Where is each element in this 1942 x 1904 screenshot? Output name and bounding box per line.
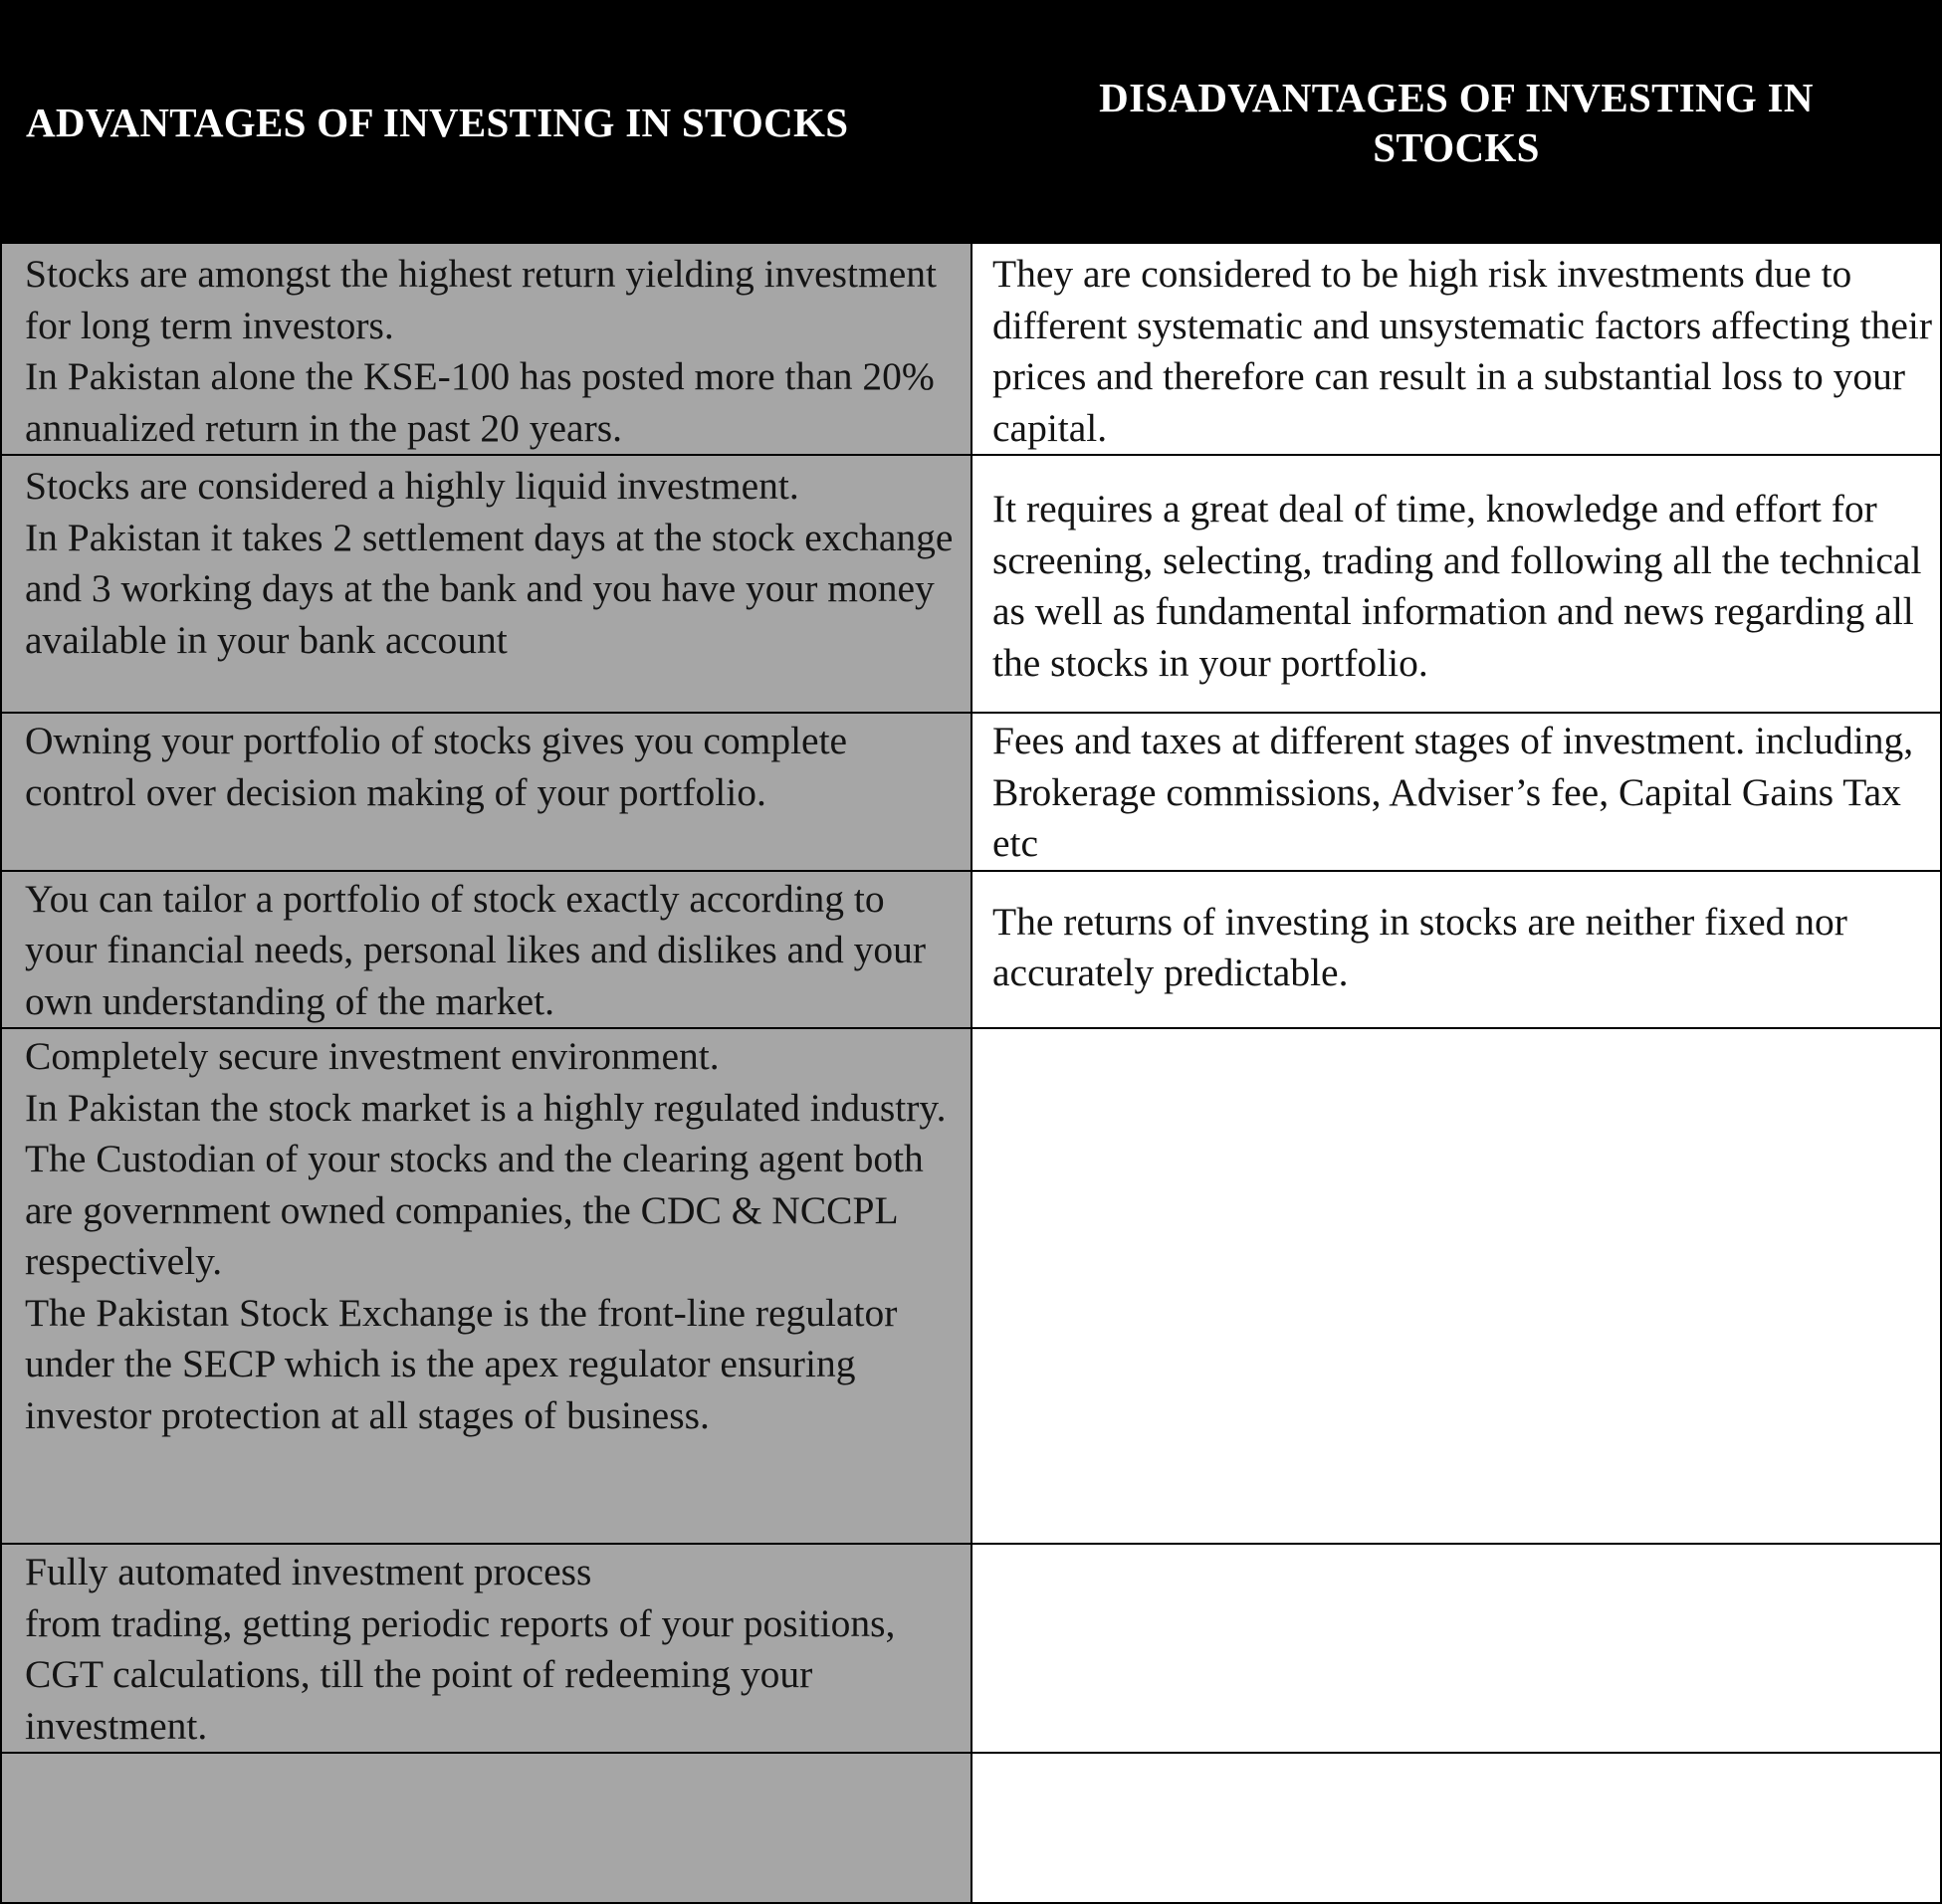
disadvantage-text: Fees and taxes at different stages of investment. including, Brokerage commissions, Adviser’s fee, Capital Gains Tax etc [992, 719, 1914, 865]
disadvantage-text: They are considered to be high risk investments due to different systematic and unsystematic factors affecting their prices and therefore can result in a substantial loss to your capital. [992, 252, 1933, 450]
table-row [1, 243, 1941, 455]
advantage-text: In Pakistan alone the KSE-100 has posted more than 20% annualized return in the past 20 years. [25, 354, 935, 450]
disadvantage-cell [971, 455, 1941, 713]
disadvantage-cell-empty [971, 1753, 1941, 1903]
advantage-cell [1, 243, 971, 455]
advantage-cell [1, 713, 971, 871]
disadvantage-cell-empty [971, 1028, 1941, 1544]
disadvantage-cell [971, 713, 1941, 871]
advantage-cell [1, 1544, 971, 1753]
advantage-cell [1, 1028, 971, 1544]
disadvantage-text: It requires a great deal of time, knowledge and effort for screening, selecting, trading and following all the technical as well as fundamental information and news regarding all the stocks in your portfolio. [992, 487, 1922, 685]
advantage-cell [1, 871, 971, 1029]
advantage-text: Owning your portfolio of stocks gives you complete control over decision making of your portfolio. [25, 719, 848, 814]
table-row [1, 455, 1941, 713]
advantage-text: In Pakistan it takes 2 settlement days at the stock exchange and 3 working days at the bank and you have your money available in your bank account [25, 515, 954, 662]
table-row [1, 1753, 1941, 1903]
advantage-text: Stocks are considered a highly liquid investment. [25, 464, 799, 508]
advantage-text: Stocks are amongst the highest return yielding investment for long term investors. [25, 252, 938, 347]
disadvantage-cell [971, 243, 1941, 455]
advantage-text: The Custodian of your stocks and the clearing agent both are government owned companies, the CDC & NCCPL respectively. [25, 1137, 924, 1283]
table-row [1, 1028, 1941, 1544]
disadvantage-cell [971, 871, 1941, 1029]
advantage-cell [1, 455, 971, 713]
advantage-text: Fully automated investment process [25, 1550, 592, 1593]
advantage-text: The Pakistan Stock Exchange is the front-line regulator under the SECP which is the apex regulator ensuring investor protection at all stages of business. [25, 1290, 898, 1437]
disadvantage-cell-empty [971, 1544, 1941, 1753]
advantage-cell-empty [1, 1753, 971, 1903]
advantage-text: You can tailor a portfolio of stock exactly according to your financial needs, personal likes and dislikes and your own understanding of the market. [25, 876, 926, 1023]
advantages-header: ADVANTAGES OF INVESTING IN STOCKS [1, 1, 971, 243]
table-row [1, 713, 1941, 871]
disadvantages-header: DISADVANTAGES OF INVESTING IN STOCKS [971, 1, 1941, 243]
advantage-text: Completely secure investment environment. [25, 1034, 720, 1078]
table-row [1, 871, 1941, 1029]
advantage-text: from trading, getting periodic reports of your positions, CGT calculations, till the point of redeeming your investment. [25, 1600, 896, 1748]
advantage-text: In Pakistan the stock market is a highly regulated industry. [25, 1085, 947, 1130]
header-row [1, 1, 1941, 243]
table-row [1, 1544, 1941, 1753]
disadvantage-text: The returns of investing in stocks are neither fixed nor accurately predictable. [992, 899, 1847, 994]
